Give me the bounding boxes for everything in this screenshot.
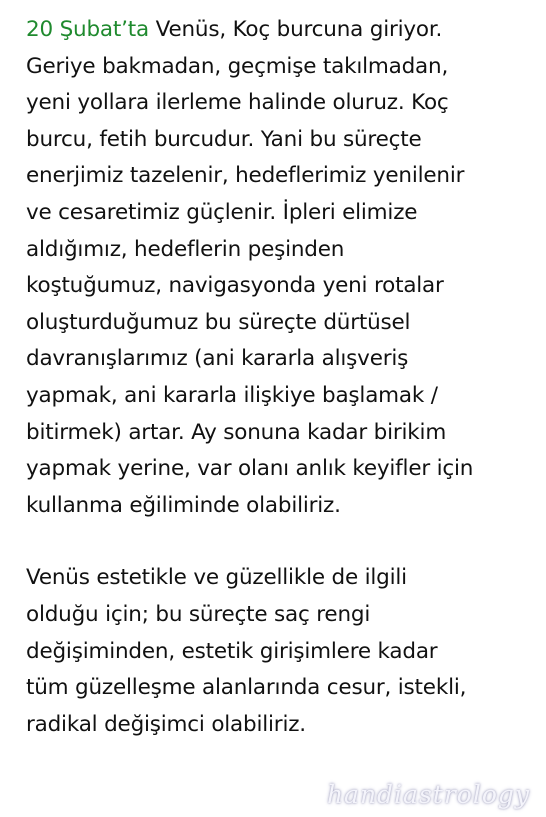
text-line: enerjimiz tazelenir, hedeflerimiz yenilenir xyxy=(26,163,465,189)
text-line: bitirmek) artar. Ay sonuna kadar birikim xyxy=(26,419,447,445)
first-line-text: Venüs, Koç burcuna giriyor. xyxy=(148,17,443,42)
text-line: tüm güzelleşme alanlarında cesur, istekli, xyxy=(26,675,467,701)
text-line: olduğu için; bu süreçte saç rengi xyxy=(26,601,371,627)
text-line: radikal değişimci olabiliriz. xyxy=(26,711,306,737)
text-line: değişiminden, estetik girişimlere kadar xyxy=(26,638,438,664)
paragraph-venus-beauty xyxy=(26,560,538,743)
text-line: burcu, fetih burcudur. Yani bu süreçte xyxy=(26,126,422,152)
text-line: yapmak yerine, var olanı anlık keyifler için xyxy=(26,456,474,482)
text-line: kullanma eğiliminde olabiliriz. xyxy=(26,492,341,518)
paragraph-first-line xyxy=(26,12,538,49)
text-line: yapmak, ani kararla ilişkiye başlamak / xyxy=(26,382,438,408)
document-body xyxy=(26,12,538,743)
text-line: oluşturduğumuz bu süreçte dürtüsel xyxy=(26,309,411,335)
watermark: handiastrology xyxy=(326,780,530,809)
date-highlight: 20 Şubat’ta xyxy=(26,17,149,42)
text-line: ve cesaretimiz güçlenir. İpleri elimize xyxy=(26,199,418,225)
text-line: Venüs estetikle ve güzellikle de ilgili xyxy=(26,565,407,591)
text-line: davranışlarımız (ani kararla alışveriş xyxy=(26,346,409,372)
text-line: aldığımız, hedeflerin peşinden xyxy=(26,236,345,262)
text-line: yeni yollara ilerleme halinde oluruz. Koç xyxy=(26,90,449,116)
paragraph-venus-aries xyxy=(26,12,538,524)
text-line: koştuğumuz, navigasyonda yeni rotalar xyxy=(26,273,444,299)
text-line: Geriye bakmadan, geçmişe takılmadan, xyxy=(26,53,449,79)
